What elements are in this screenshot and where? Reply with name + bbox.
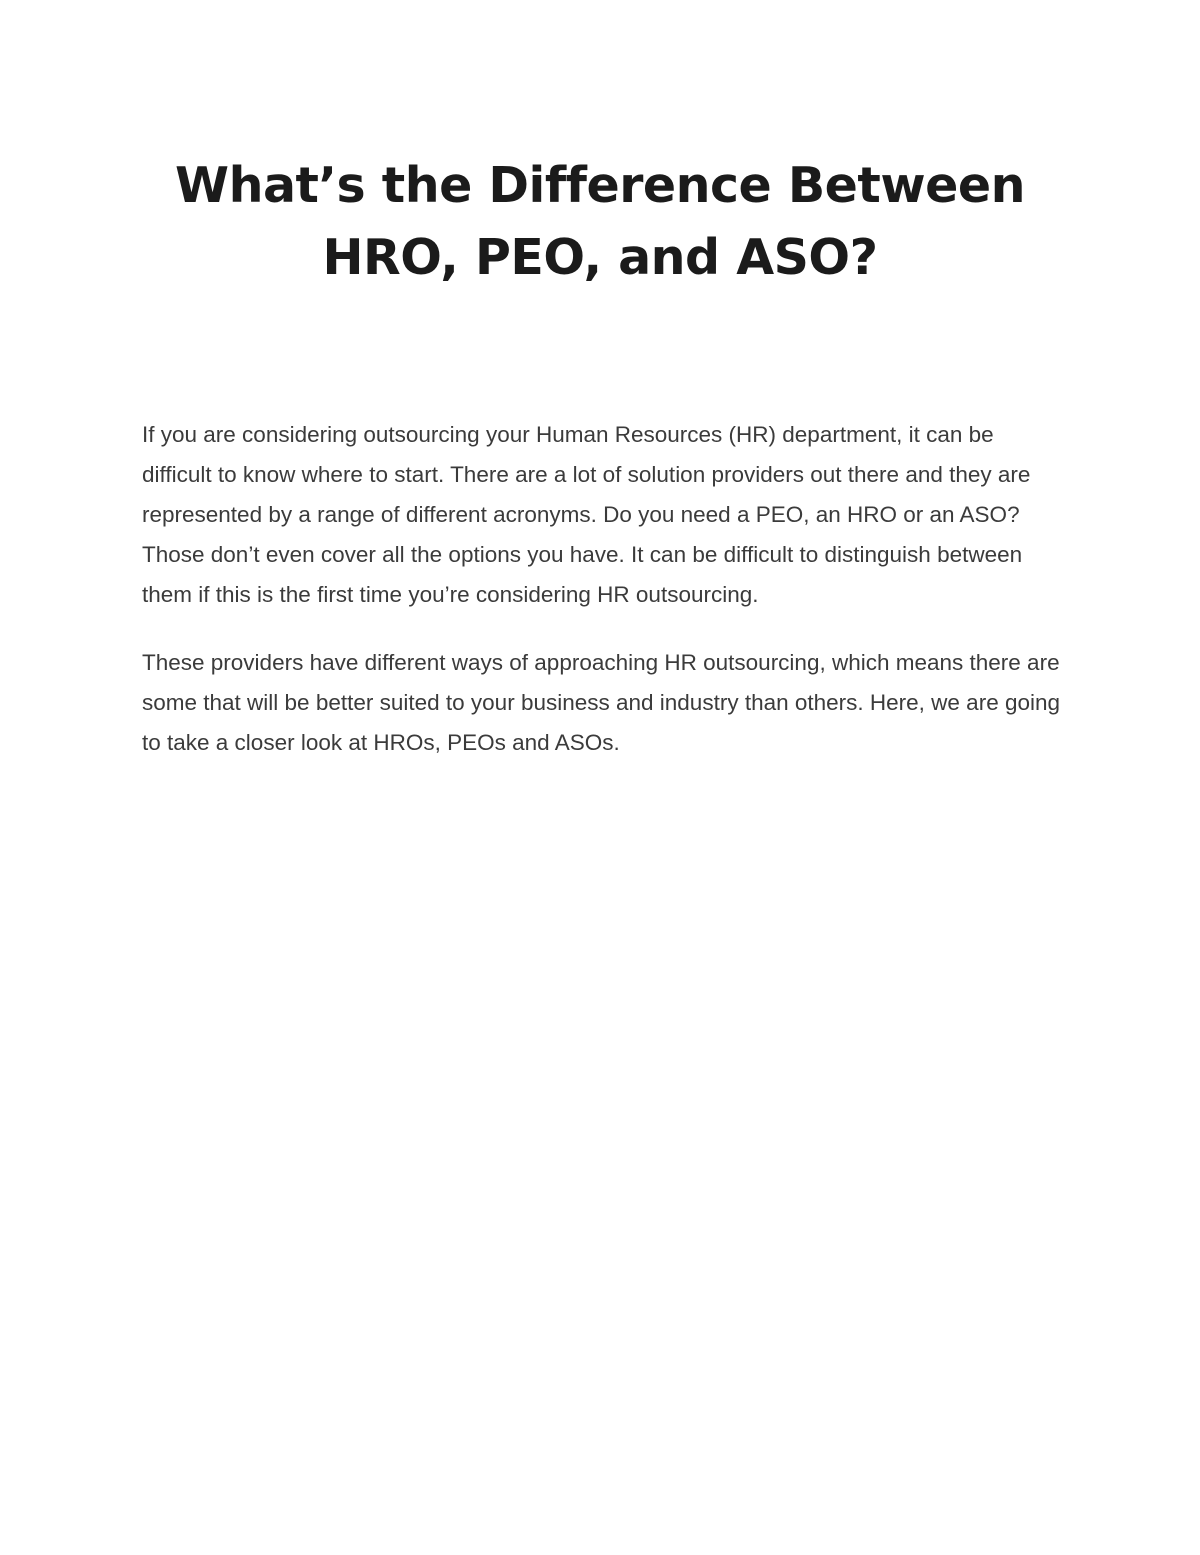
second-paragraph: These providers have different ways of approaching HR outsourcing, which means there are some that will be better suited to your business and industry than others. Here, we are going to take a closer look at HROs, PEOs and ASOs. (142, 650, 1061, 755)
intro-paragraph: If you are considering outsourcing your Human Resources (HR) department, it can be difficult to know where to start. There are a lot of solution providers out there and they are represented by a range of different acronyms. Do you need a PEO, an HRO or an ASO? Those don’t even cover all the options you have. It can be difficult to distinguish between them if this is the first time you’re considering HR outsourcing. (142, 422, 1031, 607)
page-title: What’s the Difference Between HRO, PEO, and ASO? (175, 157, 1025, 286)
